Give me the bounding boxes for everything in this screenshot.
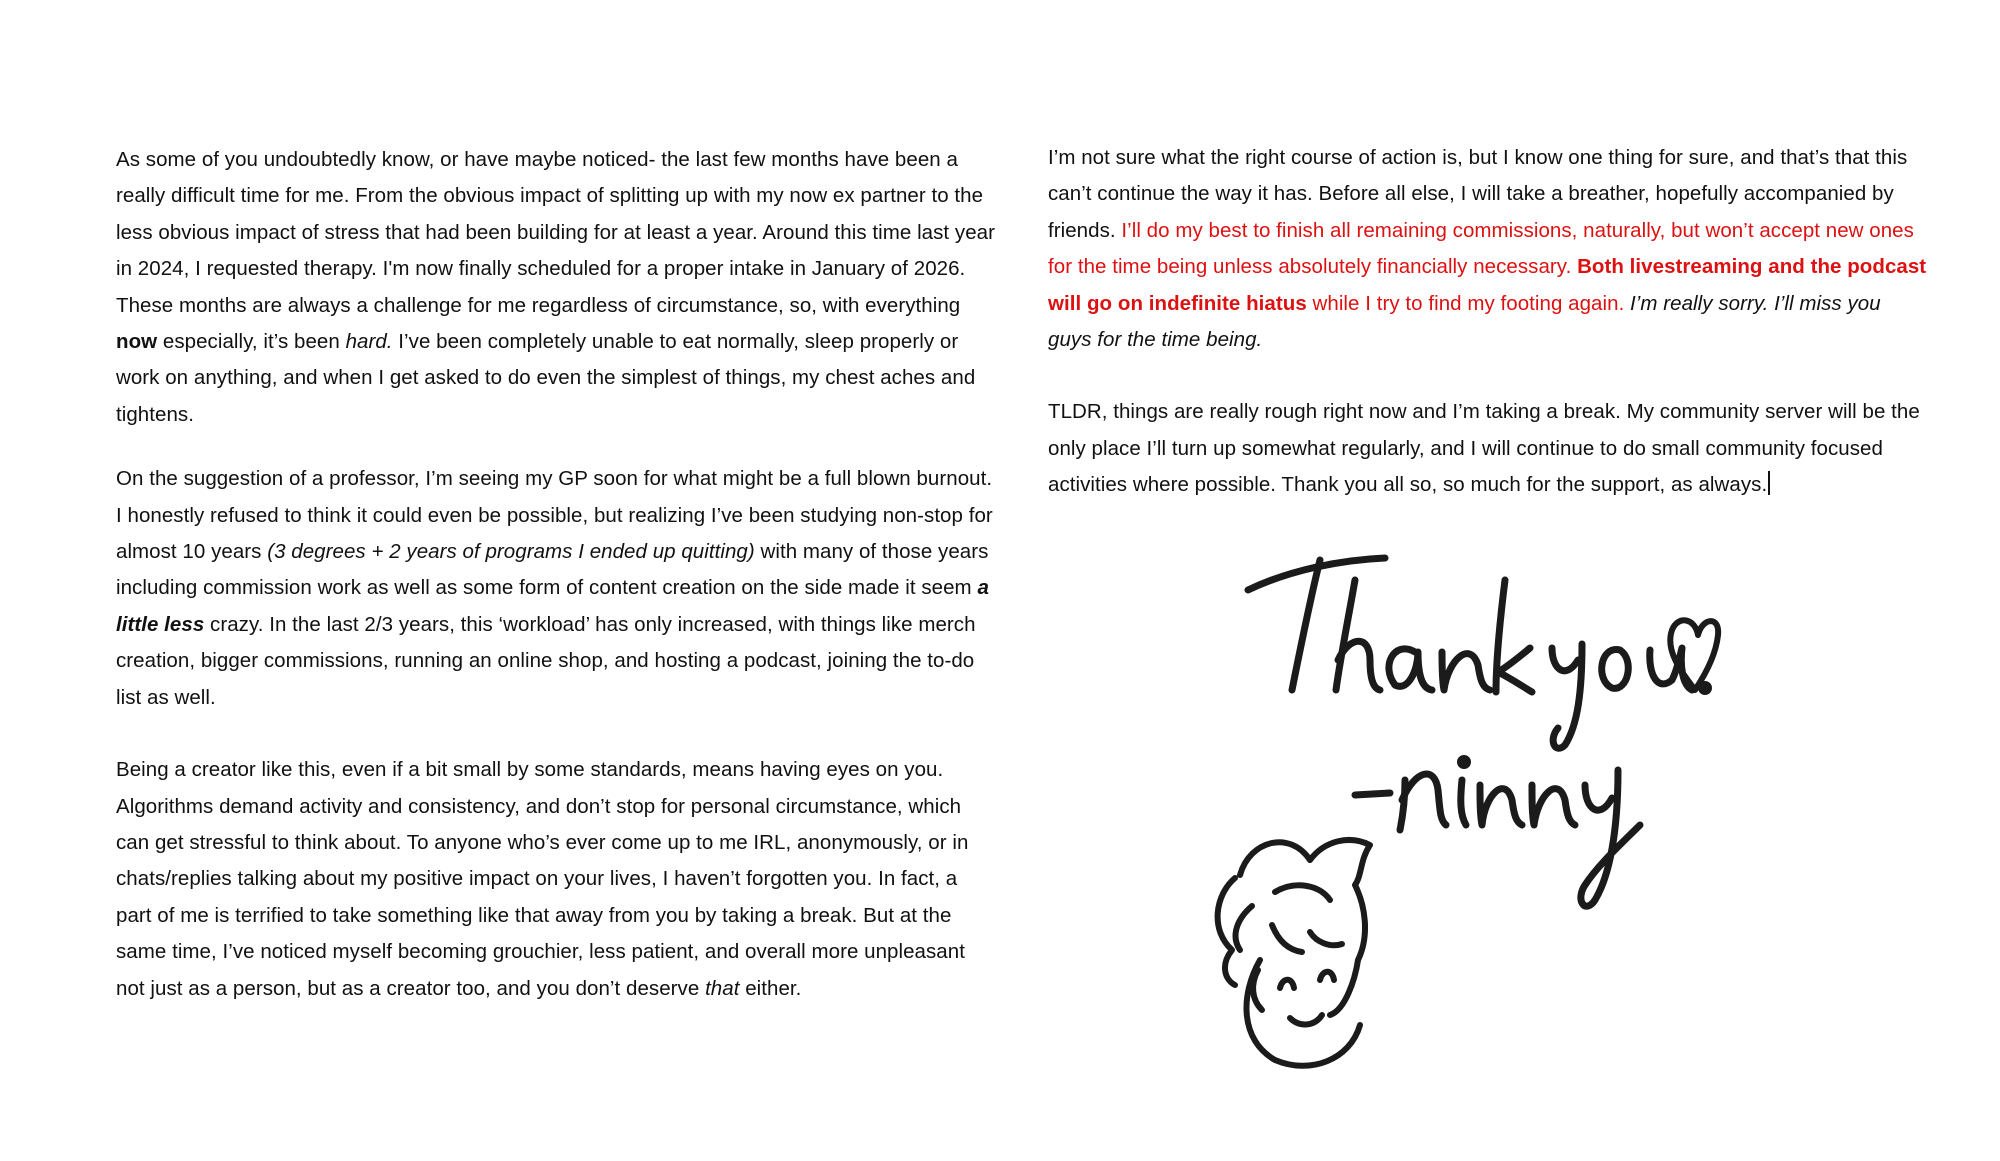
text-run: I’ve been completely unable to eat normally, sleep properly or work on anything, and when I get asked to do even the simplest of things, my chest aches and tightens. — [116, 330, 976, 426]
left-column — [116, 142, 996, 1007]
paragraph-3 — [116, 752, 996, 1007]
signature-svg — [1180, 540, 1740, 1080]
emphasis-that: that — [705, 976, 740, 1000]
right-column — [1048, 140, 1928, 504]
signature-line1 — [1248, 558, 1709, 748]
emphasis-degrees: (3 degrees + 2 years of programs I ended up quitting) — [267, 540, 755, 564]
paragraph-2 — [116, 461, 996, 716]
paragraph-1 — [116, 142, 996, 433]
emphasis-now: now — [116, 330, 158, 354]
tldr-text: TLDR, things are really rough right now and I’m taking a break. My community server will be the only place I’ll turn up somewhat regularly, and I will continue to do small community focused activities where possible. Thank you all so, so much for the support, as always. — [1048, 400, 1920, 497]
paragraph-tldr[interactable] — [1048, 394, 1928, 503]
character-face-icon — [1218, 840, 1370, 1066]
highlight-commissions: I’ll do my best to finish all remaining commissions, naturally, but won’t accept new ones for the time being unless absolutely financially necessary. — [1048, 218, 1914, 279]
text-run: On the suggestion of a professor, I’m seeing my GP soon for what might be a full blown burnout. I honestly refused to think it could even be possible, but realizing I’ve been studying non-stop for almost 10 years — [116, 467, 993, 564]
text-run: either. — [739, 976, 802, 1000]
emphasis-little-less: a little less — [116, 576, 989, 636]
text-run: As some of you undoubtedly know, or have maybe noticed- the last few months have been a really difficult time for me. From the obvious impact of splitting up with my now ex partner to the less obvious impact of stress that had been building for at least a year. Around this time last year in 2024, I requested therapy. I'm now finally scheduled for a proper intake in January of 2026. These months are always a challenge for me regardless of circumstance, so, with everything — [116, 148, 996, 317]
highlight-hiatus: Both livestreaming and the podcast will go on indefinite hiatus — [1048, 255, 1927, 315]
signature-drawing — [1180, 540, 1740, 1080]
signature-line2 — [1355, 759, 1640, 907]
paragraph-4 — [1048, 140, 1928, 358]
text-run: Being a creator like this, even if a bit small by some standards, means having eyes on you. Algorithms demand activity and consistency, and don’t stop for personal circumstance, which can get stressful to think about. To anyone who’s ever come up to me IRL, anonymously, or in chats/replies talking about my positive impact on your lives, I haven’t forgotten you. In fact, a part of me is terrified to take something like that away from you by taking a break. But at the same time, I’ve noticed myself becoming grouchier, less patient, and overall more unpleasant not just as a person, but as a creator too, and you don’t deserve — [116, 758, 969, 1000]
text-run: especially, it’s been — [157, 330, 346, 354]
text-run: with many of those years including commission work as well as some form of content creation on the side made it seem — [116, 540, 989, 600]
text-caret — [1768, 471, 1770, 495]
apology-text: I’m really sorry. I’ll miss you guys for the time being. — [1048, 291, 1881, 352]
emphasis-hard: hard. — [345, 330, 393, 354]
text-run: I’m not sure what the right course of action is, but I know one thing for sure, and that’s that this can’t continue the way it has. Before all else, I will take a breather, hopefully accompanied by friends. — [1048, 146, 1908, 242]
text-run: crazy. In the last 2/3 years, this ‘workload’ has only increased, with things like merch creation, bigger commissions, running an online shop, and hosting a podcast, joining the to-do list as well. — [116, 612, 976, 709]
highlight-footing: while I try to find my footing again. — [1306, 291, 1625, 315]
